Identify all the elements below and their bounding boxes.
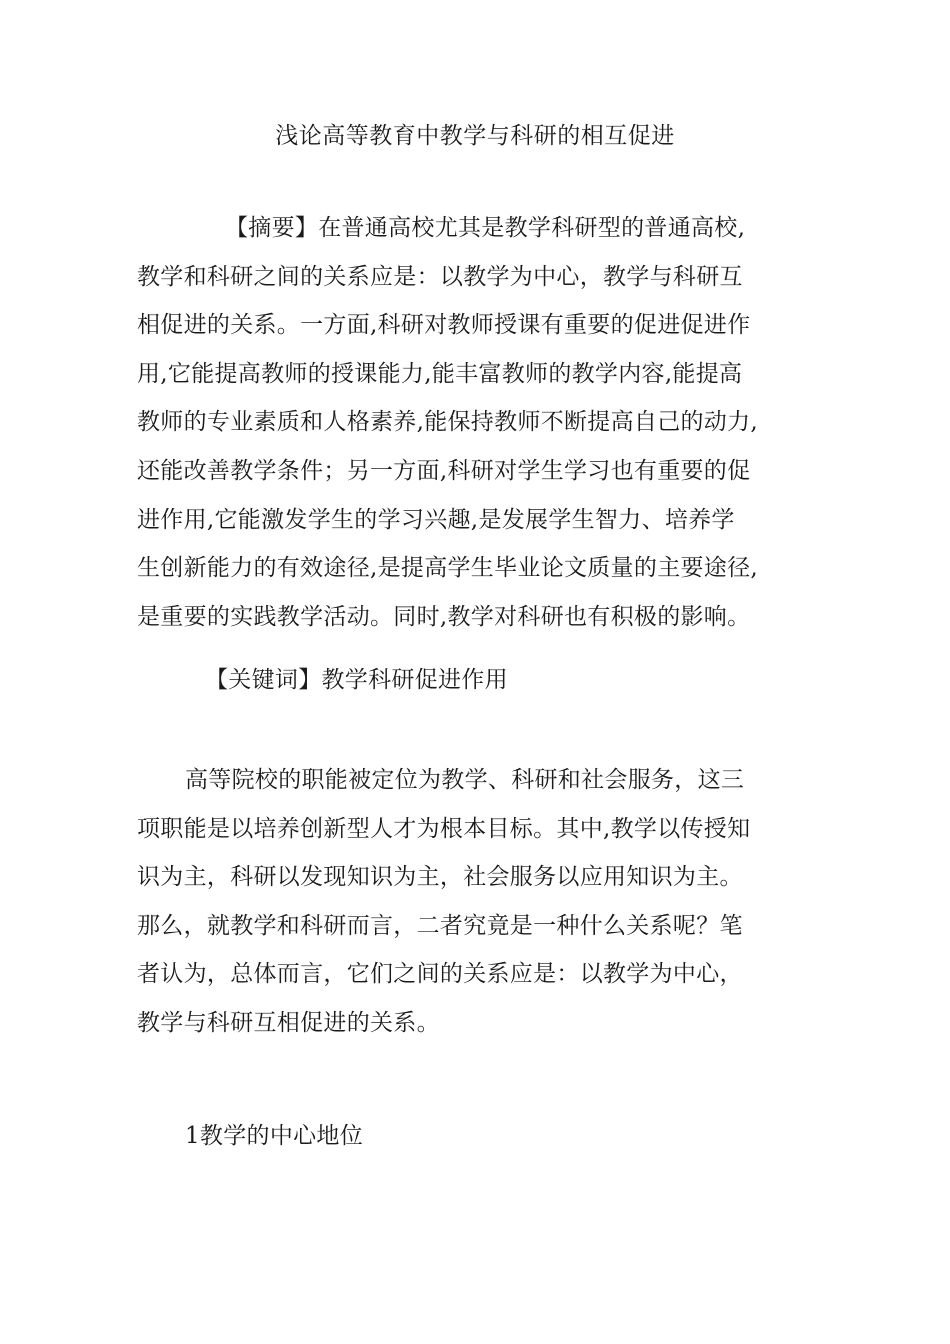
abstract-line: 是重要的实践教学活动。同时,教学对科研也有积极的影响。 [137, 603, 751, 630]
abstract-line: 还能改善教学条件；另一方面,科研对学生学习也有重要的促 [137, 457, 751, 484]
abstract-line: 教学和科研之间的关系应是：以教学为中心，教学与科研互 [137, 263, 743, 290]
intro-paragraph [137, 756, 827, 1048]
abstract-line: 生创新能力的有效途径,是提高学生毕业论文质量的主要途径, [137, 555, 759, 582]
abstract-line: 【摘要】在普通高校尤其是教学科研型的普通高校, [225, 215, 746, 241]
section-heading [137, 1112, 827, 1161]
body-line: 识为主，科研以发现知识为主，社会服务以应用知识为主。 [137, 864, 743, 891]
keywords-paragraph [137, 656, 827, 705]
abstract-paragraph [137, 204, 827, 641]
abstract-line: 进作用,它能激发学生的学习兴趣,是发展学生智力、培养学 [137, 506, 735, 533]
body-line: 教学与科研互相促进的关系。 [137, 1009, 440, 1036]
body-line: 高等院校的职能被定位为教学、科研和社会服务，这三 [185, 767, 745, 793]
abstract-line: 用,它能提高教师的授课能力,能丰富教师的教学内容,能提高 [137, 360, 743, 387]
document-title: 浅论高等教育中教学与科研的相互促进 [275, 123, 675, 149]
body-line: 者认为，总体而言，它们之间的关系应是：以教学为中心， [137, 961, 743, 988]
body-line: 那么，就教学和科研而言，二者究竟是一种什么关系呢？笔 [137, 912, 743, 939]
section-heading-text: 1教学的中心地位 [185, 1123, 364, 1149]
body-line: 项职能是以培养创新型人才为根本目标。其中,教学以传授知 [137, 815, 751, 842]
abstract-line: 相促进的关系。一方面,科研对教师授课有重要的促进促进作 [137, 312, 751, 339]
abstract-line: 教师的专业素质和人格素养,能保持教师不断提高自己的动力, [137, 409, 759, 436]
keywords-line: 【关键词】教学科研促进作用 [205, 667, 508, 693]
